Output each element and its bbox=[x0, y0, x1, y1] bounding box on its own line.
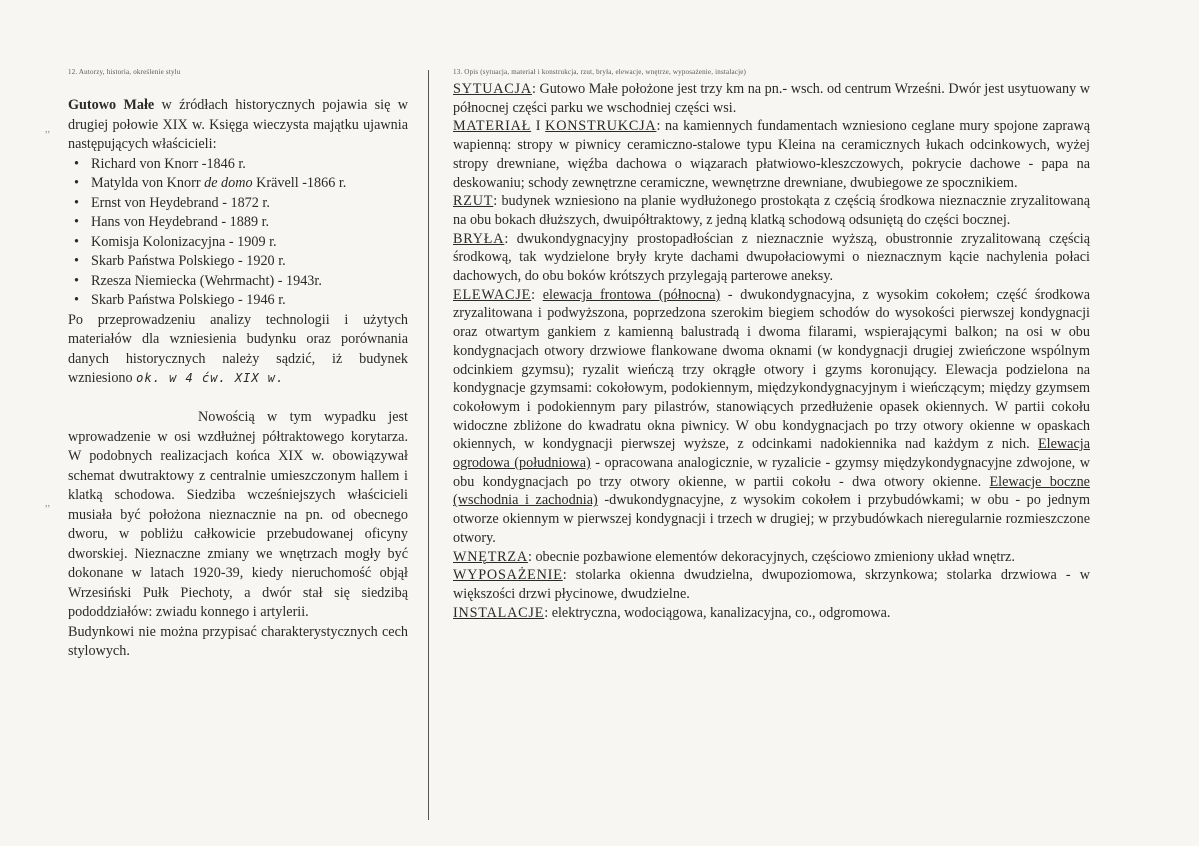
list-item: • Richard von Knorr -1846 r. bbox=[74, 155, 408, 175]
right-text bbox=[453, 80, 1090, 622]
owners-list bbox=[68, 155, 408, 311]
rzut-heading: RZUT bbox=[453, 193, 494, 210]
list-item: • Komisja Kolonizacyjna - 1909 r. bbox=[74, 233, 408, 253]
left-text bbox=[68, 96, 408, 662]
list-item: • Skarb Państwa Polskiego - 1920 r. bbox=[74, 252, 408, 272]
sytuacja-heading: SYTUACJA bbox=[453, 81, 532, 97]
material-heading: MATERIAŁ bbox=[453, 118, 532, 135]
wnetrza-paragraph: WNĘTRZA: obecnie pozbawione elementów dekoracyjnych, częściowo zmieniony układ wnętrz. bbox=[453, 548, 1015, 565]
instalacje-heading: INSTALACJE bbox=[453, 604, 545, 621]
analysis-paragraph: Po przeprowadzeniu analizy technologii i użytych materiałów dla wzniesienia budynku oraz porównania danych historycznych należy sądzić, iż budynek wzniesiono ok. w 4 ćw. XIX w. bbox=[68, 311, 408, 386]
intro-text: w źródłach historycznych pojawia się w drugiej połowie XIX w. Księga wieczysta majątku ujawnia następujących właścicieli: bbox=[68, 97, 408, 152]
wnetrza-heading: WNĘTRZA bbox=[453, 548, 528, 565]
novelty-paragraph: Nowością w tym wypadku jest wprowadzenie w osi wzdłużnej półtraktowego korytarza. W podobnych realizacjach końca XIX w. obowiązywał schemat dwutraktowy z centralnie umieszczonym hallem i klatką schodowa. Siedziba wcześniejszych właścicieli musiała być położona nieznacznie na pn. od obecnego dworu, w pobliżu całkowicie przebudowanej oficyny dworskiej. Nieznaczne zmiany we wnętrzach mogły być dokonane w latach 1920-39, kiedy nieruchomość objął Wrzesiński Pułk Piechoty, a dwór stał się siedzibą pododdziałów: zwiadu konnego i artylerii. bbox=[68, 409, 408, 620]
margin-mark: ,, bbox=[45, 124, 50, 135]
intro-paragraph bbox=[68, 96, 408, 155]
list-item: • Rzesza Niemiecka (Wehrmacht) - 1943r. bbox=[74, 272, 408, 292]
konstrukcja-heading: KONSTRUKCJA bbox=[545, 118, 657, 135]
style-paragraph: Budynkowi nie można przypisać charakterystycznych cech stylowych. bbox=[68, 623, 408, 659]
right-column bbox=[453, 68, 1090, 622]
handwritten-date: ok. w 4 ćw. XIX w. bbox=[136, 371, 285, 385]
rzut-paragraph: RZUT: budynek wzniesiono na planie wydłużonego prostokąta z częścią środkowa nieznacznie zryzalitowaną na obu bokach dłuższych, dwuipółtraktowy, z jedną klatką schodową odsuniętą do części bocznej. bbox=[453, 193, 1090, 228]
elewacje-paragraph: ELEWACJE: elewacja frontowa (północna) - dwukondygnacyjna, z wysokim cokołem; część środkowa zryzalitowana i podwyższona, poprzedzona szerokim biegiem schodów do wysokości pierwszej kondygnacji oraz otwartym gankiem z kamienną balustradą i dwoma filarami, wspierającymi balkon; na osi w obu kondygnacjach otwory drzwiowe flankowane dwoma oknami (w kondygnacji drugiej zwieńczone wspólnym odcinkiem gzymsu); ryzalit wieńczą trzy okrągłe otwory i gzyms koronujący. Elewacja podzielona na kondygnacje gzymsami: cokołowym, podokiennym, międzykondygnacyjnym i wieńczącym; między gzymsem cokołowym i podokiennym pary pilastrów, stanowiących przedłużenie opasek okiennych. W partii cokołu widoczne zbliżone do kwadratu okna piwnicy. W obu kondygnacjach po trzy otwory okienne w opaskach okiennych, w kondygnacji pierwszej wyższe, z odcinkami nadokiennika nad każdym z nich. Elewacja ogrodowa (południowa) - opracowana analogicznie, w ryzalicie - gzymsy międzykondygnacyjne zdwojone, w obu kondygnacjach po trzy otwory okienne, w partii cokołu - dwa otwory okienne. Elewacje boczne (wschodnia i zachodnia) -dwukondygnacyjne, z wysokim cokołem i przybudówkami; w obu - po jednym otworze okiennym w pierwszej kondygnacji i trzech w drugiej; w przybudówkach nieregularnie rozmieszczone otwory. bbox=[453, 286, 1090, 546]
material-paragraph: MATERIAŁ I KONSTRUKCJA: na kamiennych fundamentach wzniesiono ceglane mury spojone zaprawą wapienną: stropy w piwnicy ceramiczno-stalowe typu Kleina na ceramicznych łukach odcinkowych, wyżej stropy drewniane, więźba dachowa o wiązarach płatwiowo-kleszczowych, pokrycie dachowe - papa na deskowaniu; schody zewnętrzne ceramiczne, wewnętrzne drewniane, dwubiegowe ze spocznikiem. bbox=[453, 118, 1090, 191]
wyposazenie-heading: WYPOSAŻENIE bbox=[453, 567, 563, 584]
place-name: Gutowo Małe bbox=[68, 97, 155, 113]
elewacja-frontowa-label: elewacja frontowa (północna) bbox=[542, 286, 721, 303]
section-header-13: 13. Opis (sytuacja, materiał i konstrukcja, rzut, bryła, elewacje, wnętrze, wyposażenie, instalacje) bbox=[453, 68, 747, 76]
list-item: • Matylda von Knorr de domo Krävell -1866 r. bbox=[74, 174, 408, 194]
wyposazenie-paragraph: WYPOSAŻENIE: stolarka okienna dwudzielna, dwupoziomowa, skrzynkowa; stolarka drzwiowa - w większości drzwi płycinowe, dwudzielne. bbox=[453, 567, 1090, 602]
section-header-12: 12. Autorzy, historia, określenie stylu bbox=[68, 68, 181, 76]
column-divider bbox=[428, 70, 430, 820]
instalacje-paragraph: INSTALACJE: elektryczna, wodociągowa, kanalizacyjna, co., odgromowa. bbox=[453, 604, 891, 621]
margin-mark: ,, bbox=[45, 498, 50, 509]
bryla-paragraph: BRYŁA: dwukondygnacyjny prostopadłościan z nieznacznie wyższą, obustronnie zryzalitowaną częścią środkową, tak wydzielone bryły kryte dachami dwupołaciowymi o nieznacznym kącie nachylenia połaci dachowych, do obu boków krótszych przylegają parterowe aneksy. bbox=[453, 230, 1090, 285]
left-column bbox=[68, 68, 408, 662]
list-item: • Skarb Państwa Polskiego - 1946 r. bbox=[74, 291, 408, 311]
bryla-heading: BRYŁA bbox=[453, 230, 505, 247]
elewacje-heading: ELEWACJE bbox=[453, 286, 532, 303]
elewacje-boczne-label: Elewacje boczne (wschodnia i zachodnia) bbox=[453, 473, 1090, 509]
sytuacja-paragraph: SYTUACJA: Gutowo Małe położone jest trzy km na pn.- wsch. od centrum Wrześni. Dwór jest usytuowany w północnej części parku we wschodniej części wsi. bbox=[453, 81, 1090, 116]
elewacja-ogrodowa-label: Elewacja ogrodowa (południowa) bbox=[453, 436, 1090, 472]
list-item: • Ernst von Heydebrand - 1872 r. bbox=[74, 194, 408, 214]
list-item: • Hans von Heydebrand - 1889 r. bbox=[74, 213, 408, 233]
